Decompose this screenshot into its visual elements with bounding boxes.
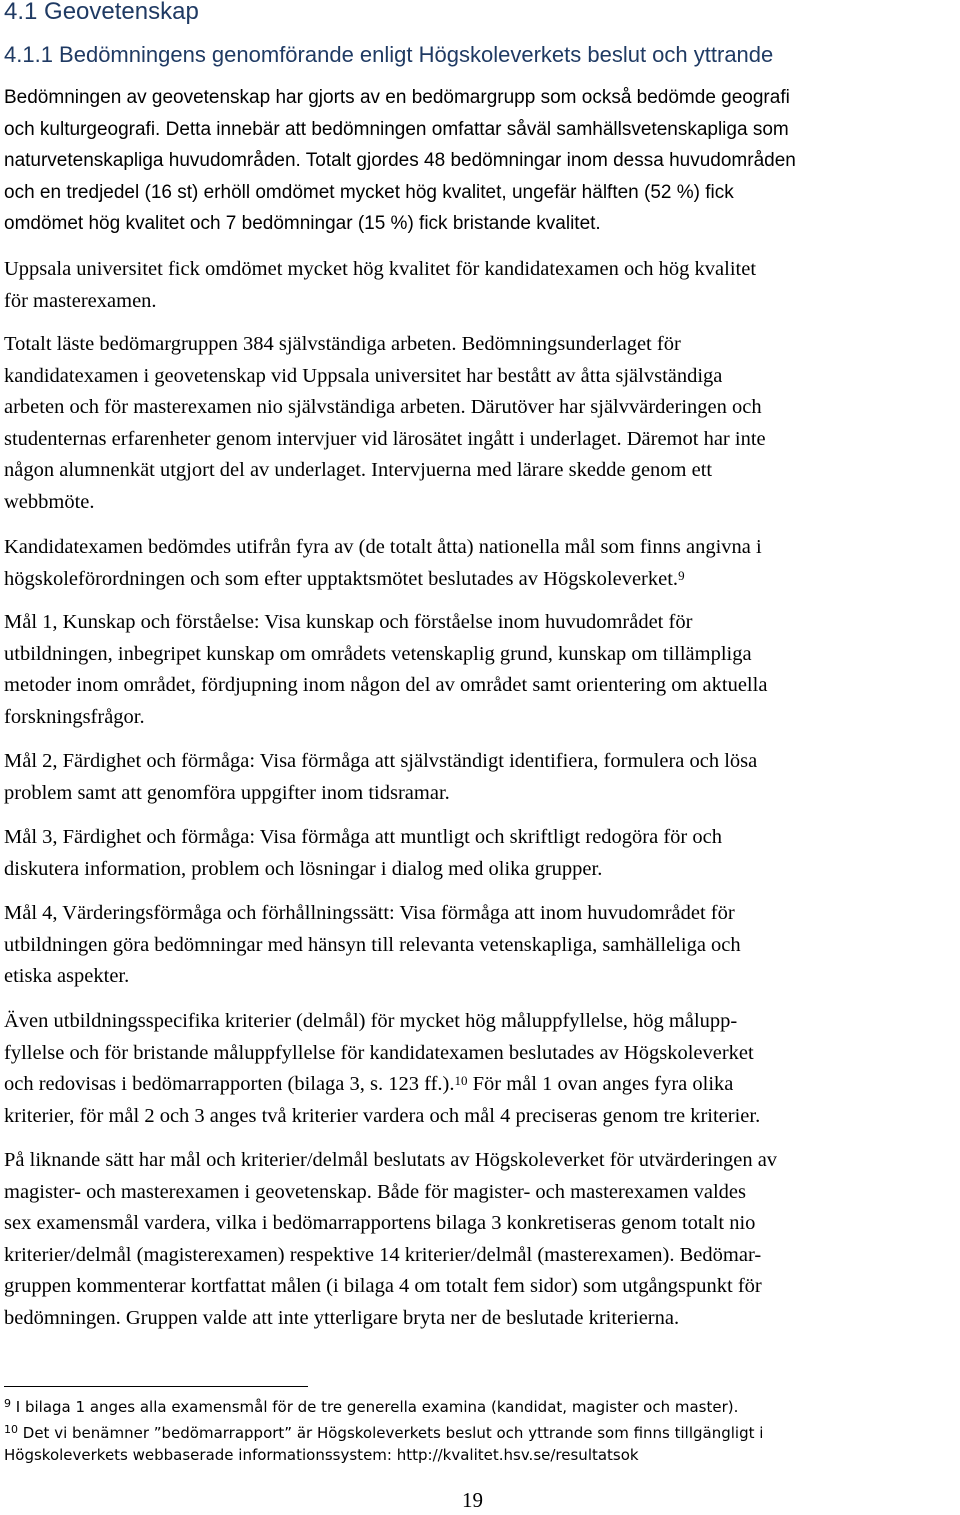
footnote-separator	[4, 1386, 308, 1387]
footnote-text: I bilaga 1 anges alla examensmål för de tre generella examina (kandidat, magister och master).	[15, 1398, 739, 1416]
text-line: omdömet hög kvalitet och 7 bedömningar (15 %) fick bristande kvalitet.	[4, 213, 601, 234]
paragraph-assessment-basis	[4, 329, 956, 518]
text-line: kriterier/delmål (magisterexamen) respektive 14 kriterier/delmål (masterexamen). Bedömar-	[4, 1243, 762, 1266]
paragraph-magister-master	[4, 1145, 956, 1334]
text-line: studenternas erfarenheter genom intervjuer vid lärosätet ingått i underlaget. Däremot har inte	[4, 427, 766, 450]
text-line: arbeten och för masterexamen nio självständiga arbeten. Därutöver har självvärderingen och	[4, 396, 762, 418]
text-line	[4, 1069, 956, 1101]
text-line: Mål 3, Färdighet och förmåga: Visa förmåga att muntligt och skriftligt redogöra för och	[4, 826, 722, 848]
page-number: 19	[462, 1488, 483, 1512]
text-line: utbildningen, inbegripet kunskap om områdets vetenskaplig grund, kunskap om tillämpliga	[4, 642, 752, 665]
paragraph-uppsala-result	[4, 254, 956, 317]
paragraph-goal-3	[4, 822, 956, 885]
text-line: kandidatexamen i geovetenskap vid Uppsala universitet har bestått av åtta självständiga	[4, 364, 723, 387]
text-line: gruppen kommenterar kortfattat målen (i bilaga 4 om totalt fem sidor) som utgångspunkt för	[4, 1275, 762, 1297]
subsection-heading: 4.1.1 Bedömningens genomförande enligt Högskoleverkets beslut och yttrande	[4, 42, 774, 67]
paragraph-goal-4	[4, 898, 956, 993]
text-line: utbildningen göra bedömningar med hänsyn till relevanta vetenskapliga, samhälleliga och	[4, 933, 741, 956]
text-line: bedömningen. Gruppen valde att inte ytterligare bryta ner de beslutade kriterierna.	[4, 1306, 680, 1329]
paragraph-goal-1	[4, 607, 956, 733]
text-line	[4, 564, 956, 596]
text-line: Bedömningen av geovetenskap har gjorts av en bedömargrupp som också bedömde geografi	[4, 87, 790, 108]
text-line: Mål 4, Värderingsförmåga och förhållningssätt: Visa förmåga att inom huvudområdet för	[4, 902, 735, 924]
text-line: kriterier, för mål 2 och 3 anges två kriterier vardera och mål 4 preciseras genom tre kriterier.	[4, 1104, 761, 1127]
text-line: för masterexamen.	[4, 289, 157, 312]
text-line: etiska aspekter.	[4, 965, 130, 987]
text-line: Uppsala universitet fick omdömet mycket hög kvalitet för kandidatexamen och hög kvalitet	[4, 258, 757, 280]
text-line: magister- och masterexamen i geovetenskap. Både för magister- och masterexamen valdes	[4, 1180, 747, 1203]
text-line: och en tredjedel (16 st) erhöll omdömet mycket hög kvalitet, ungefär hälften (52 %) fick	[4, 181, 734, 203]
footnote-number: 9	[4, 1397, 11, 1410]
text-line: Mål 2, Färdighet och förmåga: Visa förmåga att självständigt identifiera, formulera och lösa	[4, 750, 758, 772]
paragraph-goal-2	[4, 746, 956, 809]
text-line: Kandidatexamen bedömdes utifrån fyra av (de totalt åtta) nationella mål som finns angivna i	[4, 536, 762, 558]
footnote-reference: 10	[454, 1073, 468, 1088]
text-line: problem samt att genomföra uppgifter inom tidsramar.	[4, 781, 450, 804]
footnote-text: Det vi benämner ”bedömarrapport” är Högskoleverkets beslut och yttrande som finns tillgängligt i	[22, 1424, 764, 1442]
text-line: någon alumnenkät utgjort del av underlaget. Intervjuerna med lärare skedde genom ett	[4, 459, 713, 481]
footnote-line	[4, 1422, 956, 1444]
footnote-10	[4, 1422, 956, 1466]
footnote-line: Högskoleverkets webbaserade informationssystem: http://kvalitet.hsv.se/resultatsok	[4, 1446, 639, 1464]
text-line: Mål 1, Kunskap och förståelse: Visa kunskap och förståelse inom huvudområdet för	[4, 611, 693, 633]
text-line: fyllelse och för bristande måluppfyllelse för kandidatexamen beslutades av Högskoleverket	[4, 1041, 754, 1064]
text-line: metoder inom området, fördjupning inom någon del av området samt orientering om aktuella	[4, 674, 768, 696]
text-line: forskningsfrågor.	[4, 705, 145, 728]
text-segment: och redovisas i bedömarrapporten (bilaga 3, s. 123 ff.).	[4, 1073, 455, 1095]
text-line: På liknande sätt har mål och kriterier/delmål beslutats av Högskoleverket för utvärderingen av	[4, 1149, 778, 1171]
text-line: sex examensmål vardera, vilka i bedömarrapportens bilaga 3 konkretiseras genom totalt nio	[4, 1212, 756, 1234]
text-line: Totalt läste bedömargruppen 384 självständiga arbeten. Bedömningsunderlaget för	[4, 333, 681, 355]
footnote-reference: 9	[678, 567, 685, 583]
text-line: naturvetenskapliga huvudområden. Totalt gjordes 48 bedömningar inom dessa huvudområden	[4, 150, 796, 171]
text-line: webbmöte.	[4, 490, 95, 513]
footnote-number: 10	[4, 1423, 18, 1436]
text-line: och kulturgeografi. Detta innebär att bedömningen omfattar såväl samhällsvetenskapliga som	[4, 118, 789, 140]
section-heading: 4.1 Geovetenskap	[4, 0, 199, 25]
paragraph-intro	[4, 82, 956, 240]
text-segment: högskoleförordningen och som efter upptaktsmötet beslutades av Högskoleverket.	[4, 567, 679, 590]
footnote-line	[4, 1396, 956, 1418]
footnote-9	[4, 1396, 956, 1418]
text-line: Även utbildningsspecifika kriterier (delmål) för mycket hög måluppfyllelse, hög målupp-	[4, 1010, 738, 1032]
text-line: diskutera information, problem och lösningar i dialog med olika grupper.	[4, 857, 603, 880]
paragraph-kandidat-goals	[4, 532, 956, 595]
paragraph-criteria	[4, 1006, 956, 1132]
text-segment: För mål 1 ovan anges fyra olika	[467, 1073, 734, 1095]
